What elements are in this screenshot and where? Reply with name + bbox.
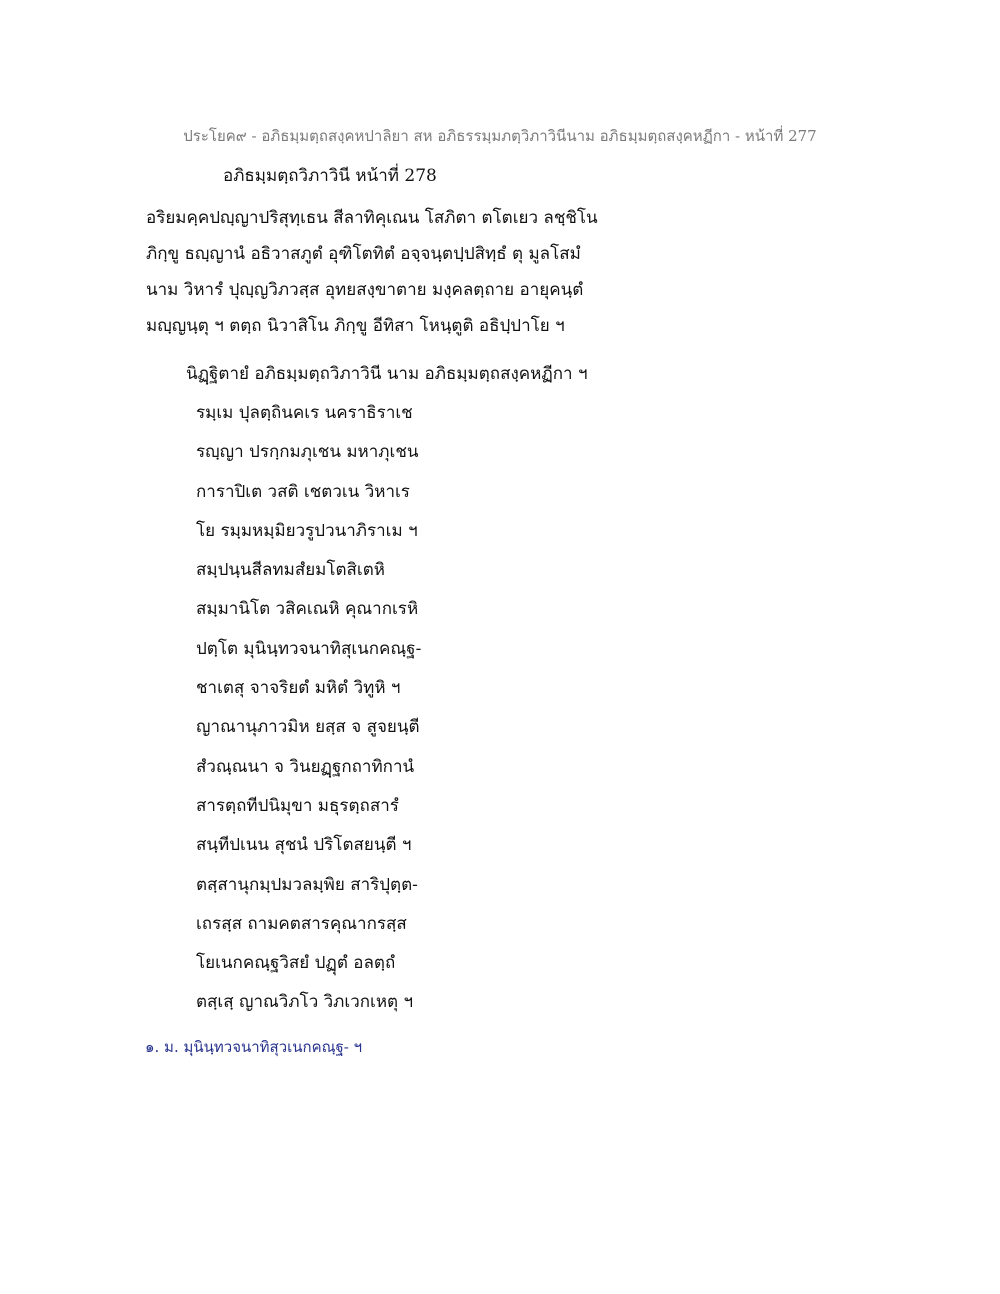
verse-line: รมฺเม ปุลตฺถินคเร นคราธิราเช (196, 403, 413, 423)
prose-paragraph (146, 200, 866, 344)
verse-line: ตสฺเสฺ ญาณวิภโว วิภเวกเหตุ ฯ (196, 992, 414, 1013)
book-page-header: อภิธมฺมตฺถวิภาวินี หน้าที่ 278 (223, 166, 437, 186)
prose-line: อริยมคฺคปญฺญาปริสุทฺเธน สีลาทิคุเณน โสภิตา ตโตเยว ลชฺชิโน (146, 208, 598, 228)
verse-line: สารตฺถทีปนิมุขา มธุรตฺถสารํ (196, 795, 399, 816)
footnote: ๑. ม. มุนินฺทวจนาทิสุวเนกคณฺฐ- ฯ (145, 1038, 363, 1056)
verse-line: การาปิเต วสติ เชตวเน วิหาเร (196, 481, 410, 502)
verse-line: สมฺปนฺนสีลทมสํยมโตสิเตหิ (196, 560, 385, 581)
verse-line: ญาณานุภาวมิห ยสฺส จ สูจยนฺตี (196, 717, 420, 738)
running-header: ประโยค๙ - อภิธมฺมตฺถสงฺคหปาลิยา สห อภิธรรมฺมภตฺวิภาวินีนาม อภิธมฺมตฺถสงฺคหฏีกา - หน้าที่ 277 (183, 127, 817, 145)
verse-line: โยเนกคณฺฐวิสยํ ปฏุตํ อลตฺถํ (196, 953, 396, 974)
verse-line: สนฺทีปเนน สุชนํ ปริโตสยนฺตี ฯ (196, 835, 412, 856)
verse-line: โย รมฺมหมฺมิยวรูปวนาภิราเม ฯ (196, 520, 418, 541)
verse-line: ตสฺสานุกมฺปมวลมฺพิย สาริปุตฺต- (196, 874, 418, 895)
verse-block (196, 394, 796, 1023)
verse-line: ชาเตสุ จาจริยตํ มหิตํ วิทูหิ ฯ (196, 678, 401, 699)
verse-line: สํวณฺณนา จ วินยฏฺฐกถาทิกานํ (196, 756, 415, 777)
prose-line: มญฺญนฺตุ ฯ ตตฺถ นิวาสิโน ภิกฺขู อีทิสา โหนฺตูติ อธิปฺปาโย ฯ (146, 316, 565, 336)
colophon: นิฏฺฐิตายํ อภิธมฺมตฺถวิภาวินี นาม อภิธมฺมตฺถสงฺคหฏีกา ฯ (186, 364, 588, 384)
verse-line: ปตฺโต มุนินฺทวจนาทิสุเนกคณฺฐ- (196, 638, 422, 659)
prose-line: ภิกฺขู ธญฺญานํ อธิวาสภูตํ อุฑิโตทิตํ อจฺจนฺตปฺปสิทฺธํ ตุ มูลโสมํ (146, 244, 581, 264)
prose-line: นาม วิหารํ ปุญฺญวิภวสฺส อุทยสงฺขาตาย มงฺคลตฺถาย อายุคนฺตํ (146, 280, 584, 300)
verse-line: รญฺญา ปรกฺกมภุเชน มหาภุเชน (196, 442, 419, 463)
verse-line: สมฺมานิโต วสิคเณหิ คุณากเรหิ (196, 599, 419, 620)
verse-line: เถรสฺส ถามคตสารคุณากรสฺส (196, 913, 407, 934)
